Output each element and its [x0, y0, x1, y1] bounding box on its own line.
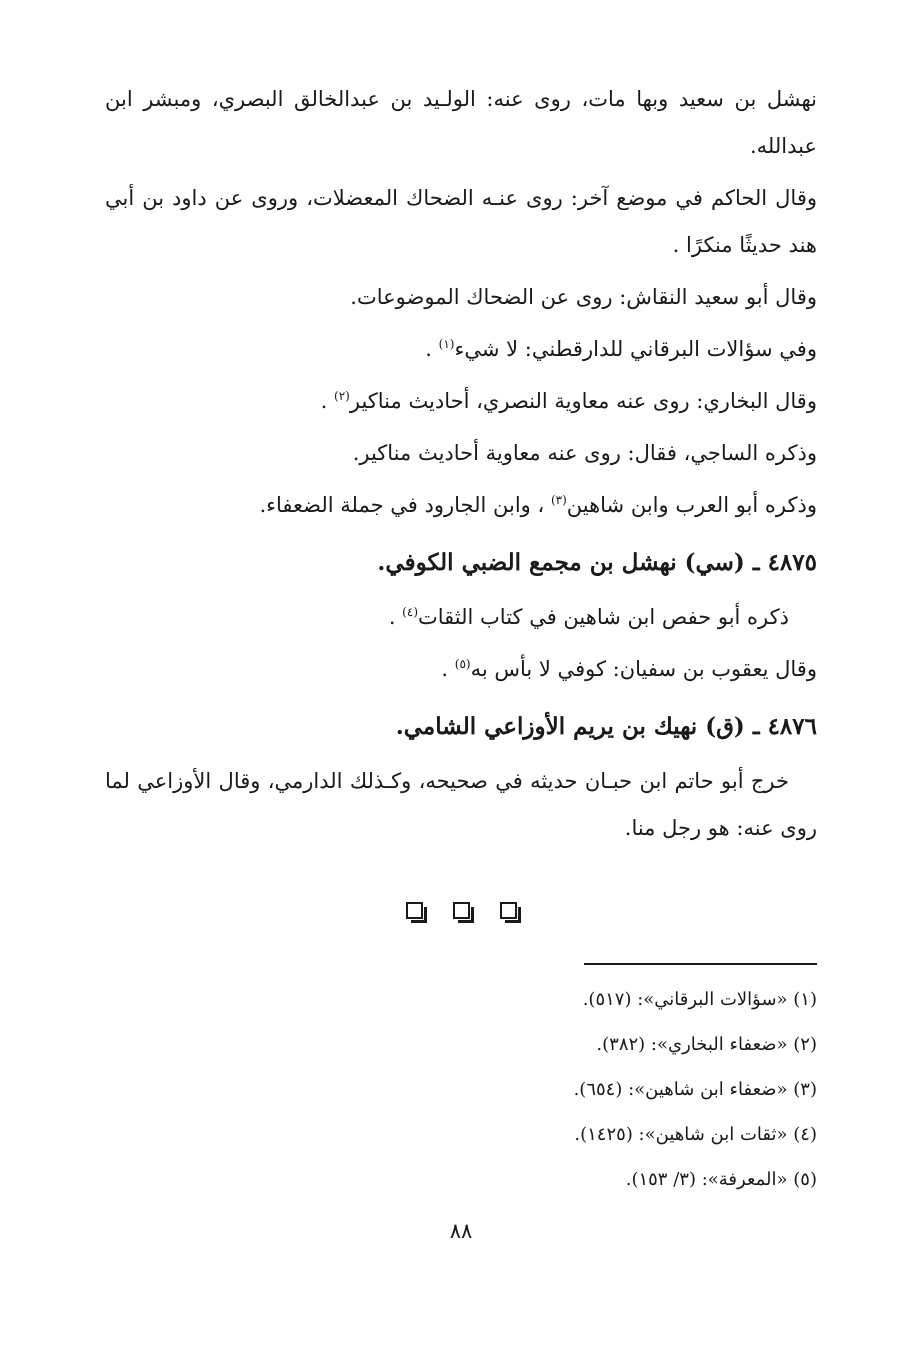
footnote-ref: (٥) — [454, 657, 471, 671]
paragraph-7 — [105, 482, 817, 529]
paragraph-text: وذكره الساجي، فقال: روى عنه معاوية أحاديث مناكير. — [352, 441, 817, 465]
footnote-ref: (١) — [438, 337, 455, 351]
paragraph-tail: . — [320, 389, 335, 413]
paragraph-tail: ، وابن الجارود في جملة الضعفاء. — [259, 493, 551, 517]
footnote-ref: (٤) — [402, 605, 418, 619]
paragraph-text: نهشل بن سعيد وبها مات، روى عنه: الولـيد بن عبدالخالق البصري، ومبشر ابن عبدالله. — [105, 87, 817, 158]
paragraph-tail: . — [425, 337, 439, 361]
paragraph-text: ذكره أبو حفص ابن شاهين في كتاب الثقات — [418, 605, 789, 629]
footnote-ref: (٣) — [550, 493, 567, 507]
paragraph-5 — [105, 378, 817, 425]
footnote-ref: (٢) — [334, 389, 350, 403]
paragraph-text: وذكره أبو العرب وابن شاهين — [566, 493, 817, 517]
paragraph-text: وقال البخاري: روى عنه معاوية النصري، أحاديث مناكير — [349, 389, 817, 413]
square-ornament-icon — [500, 902, 517, 919]
paragraph-6 — [105, 430, 817, 477]
paragraph-text: خرج أبو حاتم ابن حبـان حديثه في صحيحه، وكـذلك الدارمي، وقال الأوزاعي لما روى عنه: هو رجل منا. — [105, 769, 817, 840]
paragraph-text: وقال أبو سعيد النقاش: روى عن الضحاك الموضوعات. — [350, 285, 817, 309]
entry-4876-line-1 — [105, 758, 817, 852]
entry-4875-line-1 — [105, 594, 817, 641]
document-page — [105, 72, 817, 1332]
square-ornament-icon — [453, 902, 470, 919]
paragraph-4 — [105, 326, 817, 373]
footnote-separator — [584, 963, 817, 965]
footnote-item: (٢) «ضعفاء البخاري»: (٣٨٢). — [596, 1034, 817, 1055]
entry-4875-line-2 — [105, 646, 817, 693]
entry-title-4876: ٤٨٧٦ ـ (ق) نهيك بن يريم الأوزاعي الشامي. — [395, 713, 817, 740]
entry-title-4875: ٤٨٧٥ ـ (سي) نهشل بن مجمع الضبي الكوفي. — [377, 549, 817, 576]
footnote-item: (٤) «ثقات ابن شاهين»: (١٤٢٥). — [574, 1124, 817, 1145]
paragraph-1 — [105, 76, 817, 170]
footnote-item: (٣) «ضعفاء ابن شاهين»: (٦٥٤). — [573, 1079, 817, 1100]
footnotes-list — [105, 977, 817, 1202]
paragraph-2 — [105, 175, 817, 269]
paragraph-text: وقال الحاكم في موضع آخر: روى عنـه الضحاك المعضلات، وروى عن داود بن أبي هند حديثًا منكرًا . — [105, 186, 817, 257]
paragraph-text: وفي سؤالات البرقاني للدارقطني: لا شيء — [454, 337, 817, 361]
square-ornament-icon — [406, 902, 423, 919]
footnote-item: (٥) «المعرفة»: (٣/ ١٥٣). — [625, 1169, 817, 1190]
section-divider-ornaments — [105, 902, 817, 919]
paragraph-tail: . — [388, 605, 403, 629]
page-number: ٨٨ — [449, 1219, 473, 1243]
paragraph-text: وقال يعقوب بن سفيان: كوفي لا بأس به — [470, 657, 817, 681]
footnote-item: (١) «سؤالات البرقاني»: (٥١٧). — [582, 989, 817, 1010]
paragraph-3 — [105, 274, 817, 321]
paragraph-tail: . — [441, 657, 455, 681]
